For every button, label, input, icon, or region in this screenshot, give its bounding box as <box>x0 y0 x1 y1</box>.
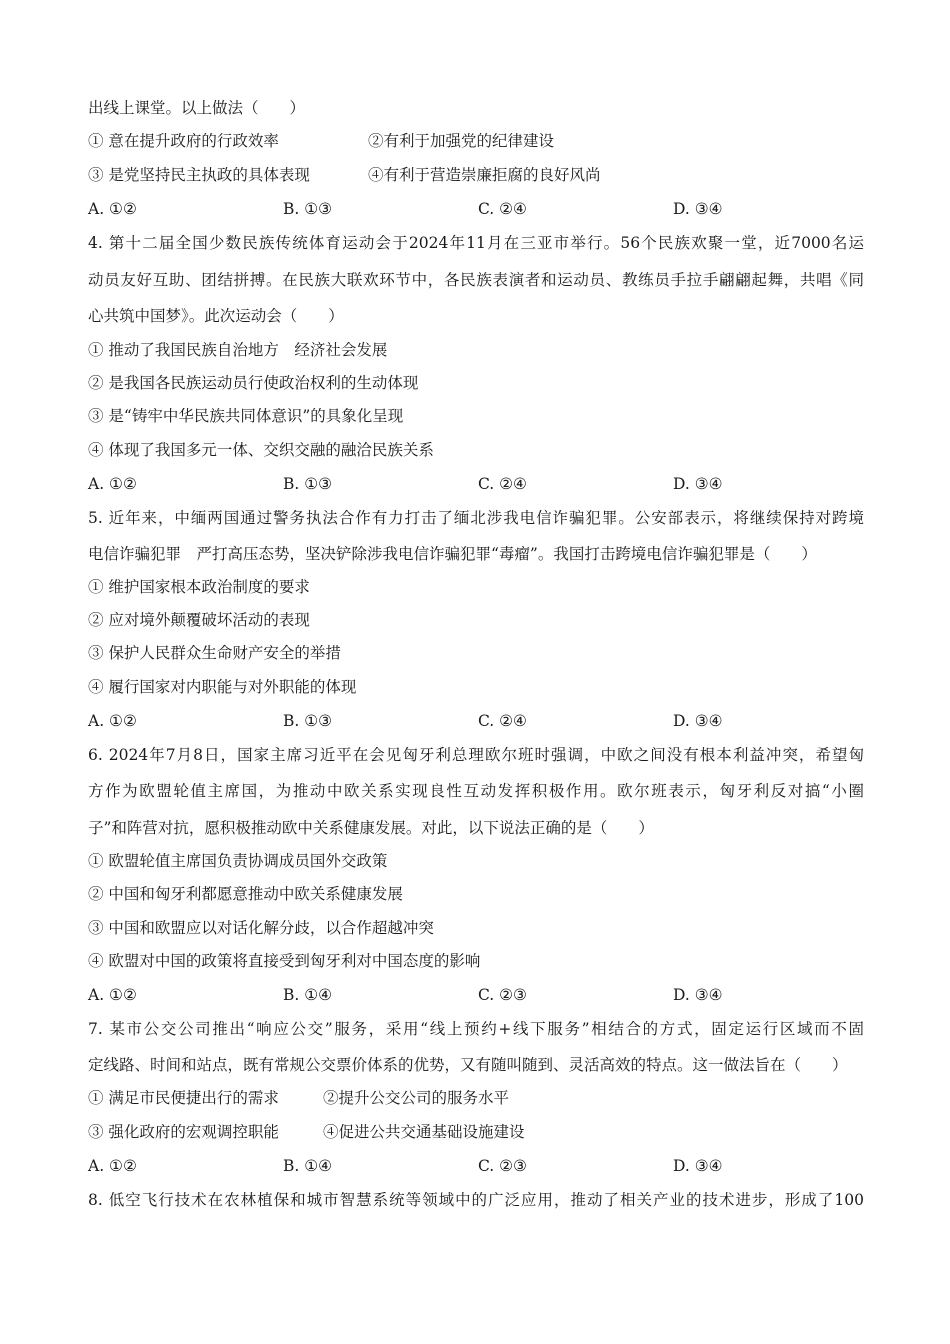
q6-answer-b[interactable]: B. ①④ <box>283 986 333 1004</box>
q4-stem-line3: 心共筑中国梦》。此次运动会（ ） <box>88 307 344 325</box>
q4-answer-a[interactable]: A. ①② <box>88 475 137 493</box>
q5-answer-d[interactable]: D. ③④ <box>673 712 723 730</box>
q7-answer-choices <box>88 1156 868 1176</box>
q4-stem-line2: 动员友好互助、团结拼搏。在民族大联欢环节中，各民族表演者和运动员、教练员手拉手翩翩起舞，共唱《同 <box>88 271 864 289</box>
q5-answer-a[interactable]: A. ①② <box>88 712 137 730</box>
q3-answer-choices <box>88 199 868 219</box>
q3-answer-c[interactable]: C. ②④ <box>478 200 527 218</box>
q3-option-3: ③ 是党坚持民主执政的具体表现 <box>88 166 310 184</box>
q8-stem-line1: 8. 低空飞行技术在农林植保和城市智慧系统等领域中的广泛应用，推动了相关产业的技术进步，形成了100 <box>88 1191 864 1209</box>
q6-stem-line1: 6. 2024年7月8日，国家主席习近平在会见匈牙利总理欧尔班时强调，中欧之间没有根本利益冲突，希望匈 <box>88 746 864 764</box>
q5-option-1: ① 维护国家根本政治制度的要求 <box>88 578 310 596</box>
q5-option-4: ④ 履行国家对内职能与对外职能的体现 <box>88 678 357 696</box>
q4-option-1: ① 推动了我国民族自治地方 经济社会发展 <box>88 341 388 359</box>
q3-answer-d[interactable]: D. ③④ <box>673 200 723 218</box>
q7-option-1: ① 满足市民便捷出行的需求 <box>88 1089 279 1107</box>
q4-stem-line1: 4. 第十二届全国少数民族传统体育运动会于2024年11月在三亚市举行。56个民族欢聚一堂，近7000名运 <box>88 234 864 252</box>
q6-answer-d[interactable]: D. ③④ <box>673 986 723 1004</box>
q3-option-4: ④有利于营造崇廉拒腐的良好风尚 <box>368 166 601 184</box>
q6-option-3: ③ 中国和欧盟应以对话化解分歧，以合作超越冲突 <box>88 919 434 937</box>
q3-options-row1 <box>88 131 864 151</box>
q6-answer-a[interactable]: A. ①② <box>88 986 137 1004</box>
q7-stem-line1: 7. 某市公交公司推出“响应公交”服务，采用“线上预约+线下服务”相结合的方式，固定运行区域而不固 <box>88 1020 864 1038</box>
q7-answer-c[interactable]: C. ②③ <box>478 1157 527 1175</box>
q4-answer-b[interactable]: B. ①③ <box>283 475 333 493</box>
q3-answer-b[interactable]: B. ①③ <box>283 200 333 218</box>
q6-option-2: ② 中国和匈牙利都愿意推动中欧关系健康发展 <box>88 885 403 903</box>
q6-option-4: ④ 欧盟对中国的政策将直接受到匈牙利对中国态度的影响 <box>88 952 481 970</box>
q6-stem-line2: 方作为欧盟轮值主席国，为推动中欧关系实现良性互动发挥积极作用。欧尔班表示，匈牙利反对搞“小圈 <box>88 782 864 800</box>
q7-option-2: ②提升公交公司的服务水平 <box>323 1089 510 1107</box>
q7-answer-d[interactable]: D. ③④ <box>673 1157 723 1175</box>
q4-answer-d[interactable]: D. ③④ <box>673 475 723 493</box>
q4-option-3: ③ 是“铸牢中华民族共同体意识”的具象化呈现 <box>88 407 404 425</box>
q5-stem-line2: 电信诈骗犯罪 严打高压态势，坚决铲除涉我电信诈骗犯罪“毒瘤”。我国打击跨境电信诈骗犯罪是（ ） <box>88 545 817 563</box>
q5-stem-line1: 5. 近年来，中缅两国通过警务执法合作有力打击了缅北涉我电信诈骗犯罪。公安部表示，将继续保持对跨境 <box>88 509 864 527</box>
q3-options-row2 <box>88 165 864 185</box>
q5-answer-c[interactable]: C. ②④ <box>478 712 527 730</box>
q5-option-3: ③ 保护人民群众生命财产安全的举措 <box>88 644 341 662</box>
q5-answer-b[interactable]: B. ①③ <box>283 712 333 730</box>
q4-option-2: ② 是我国各民族运动员行使政治权利的生动体现 <box>88 374 419 392</box>
q6-option-1: ① 欧盟轮值主席国负责协调成员国外交政策 <box>88 852 388 870</box>
q6-answer-c[interactable]: C. ②③ <box>478 986 527 1004</box>
q7-options-row2 <box>88 1122 864 1142</box>
q7-answer-b[interactable]: B. ①④ <box>283 1157 333 1175</box>
q3-stem-end: 出线上课堂。以上做法（ ） <box>88 99 306 117</box>
q3-option-1: ① 意在提升政府的行政效率 <box>88 132 279 150</box>
q5-option-2: ② 应对境外颠覆破坏活动的表现 <box>88 611 310 629</box>
q3-option-2: ②有利于加强党的纪律建设 <box>368 132 555 150</box>
q3-answer-a[interactable]: A. ①② <box>88 200 137 218</box>
q6-stem-line3: 子”和阵营对抗，愿积极推动欧中关系健康发展。对此，以下说法正确的是（ ） <box>88 819 654 837</box>
q5-answer-choices <box>88 711 868 731</box>
q4-answer-c[interactable]: C. ②④ <box>478 475 527 493</box>
q7-stem-line2: 定线路、时间和站点，既有常规公交票价体系的优势，又有随叫随到、灵活高效的特点。这一做法旨在（ ） <box>88 1056 848 1074</box>
q7-option-4: ④促进公共交通基础设施建设 <box>323 1123 525 1141</box>
q7-answer-a[interactable]: A. ①② <box>88 1157 137 1175</box>
q7-options-row1 <box>88 1088 864 1108</box>
q4-answer-choices <box>88 474 868 494</box>
q4-option-4: ④ 体现了我国多元一体、交织交融的融洽民族关系 <box>88 441 434 459</box>
q7-option-3: ③ 强化政府的宏观调控职能 <box>88 1123 279 1141</box>
q6-answer-choices <box>88 985 868 1005</box>
